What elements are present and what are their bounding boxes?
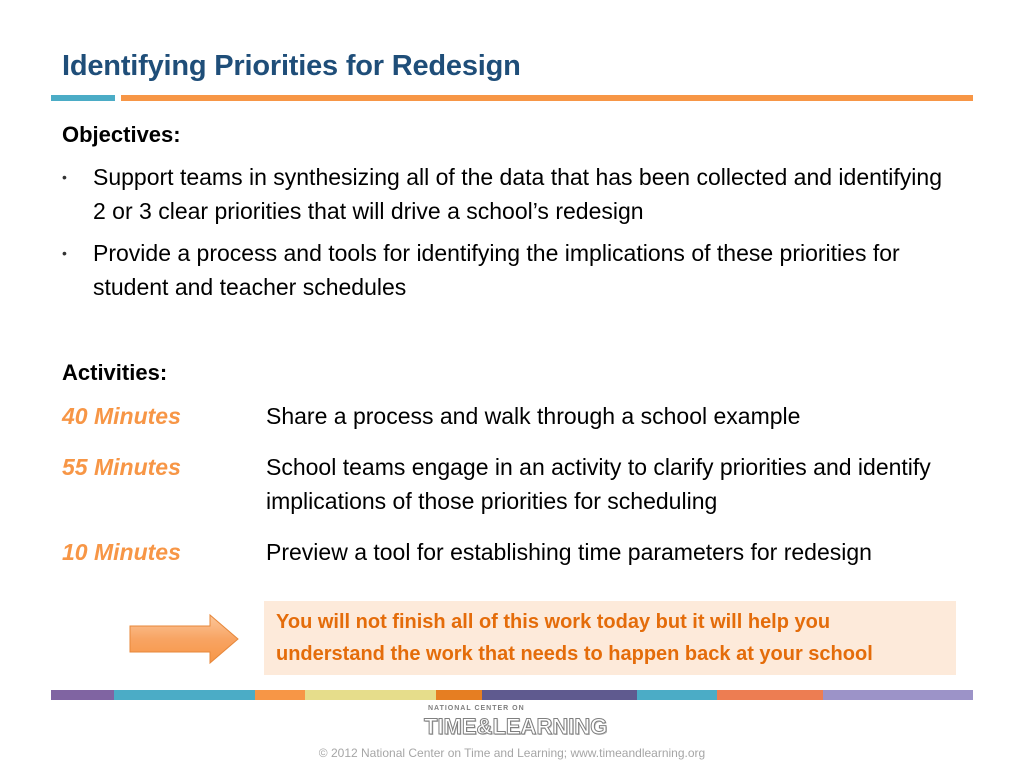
activity-description: Share a process and walk through a school example xyxy=(266,403,801,429)
logo-wordmark: TIME&LEARNING xyxy=(424,714,608,739)
activity-duration: 10 Minutes xyxy=(62,539,181,565)
slide-title: Identifying Priorities for Redesign xyxy=(62,50,521,82)
footer-bar-segment xyxy=(305,690,436,700)
objective-text: Support teams in synthesizing all of the data that has been collected and identifying 2 or 3 clear priorities that will drive a school’s redesign xyxy=(93,164,942,224)
logo-subtitle: NATIONAL CENTER ON xyxy=(428,705,525,712)
footer-color-bar xyxy=(51,690,973,700)
objective-text: Provide a process and tools for identifying the implications of these priorities for student and teacher schedules xyxy=(93,240,900,300)
activity-description: Preview a tool for establishing time parameters for redesign xyxy=(266,539,872,565)
bullet-dot-icon: • xyxy=(62,245,67,261)
organization-logo xyxy=(422,705,608,742)
title-underline-blue xyxy=(51,95,115,101)
activity-description: School teams engage in an activity to clarify priorities and identify implications of those priorities for scheduling xyxy=(266,454,931,514)
title-underline-orange xyxy=(121,95,973,101)
footer-bar-segment xyxy=(637,690,717,700)
activity-duration: 40 Minutes xyxy=(62,403,181,429)
activity-duration: 55 Minutes xyxy=(62,454,181,480)
footer-bar-segment xyxy=(717,690,823,700)
right-arrow-icon xyxy=(126,612,244,668)
footer-bar-segment xyxy=(51,690,114,700)
footer-bar-segment xyxy=(114,690,255,700)
footer-bar-segment xyxy=(482,690,637,700)
callout-box xyxy=(264,601,956,675)
footer-bar-segment xyxy=(436,690,482,700)
footer-bar-segment xyxy=(255,690,305,700)
copyright-notice: © 2012 National Center on Time and Learning; www.timeandlearning.org xyxy=(318,746,706,760)
callout-text: You will not finish all of this work today but it will help you understand the work that needs to happen back at your school xyxy=(276,611,873,665)
bullet-dot-icon: • xyxy=(62,169,67,185)
footer-bar-segment xyxy=(823,690,973,700)
objectives-heading: Objectives: xyxy=(62,122,181,147)
activities-heading: Activities: xyxy=(62,360,168,385)
